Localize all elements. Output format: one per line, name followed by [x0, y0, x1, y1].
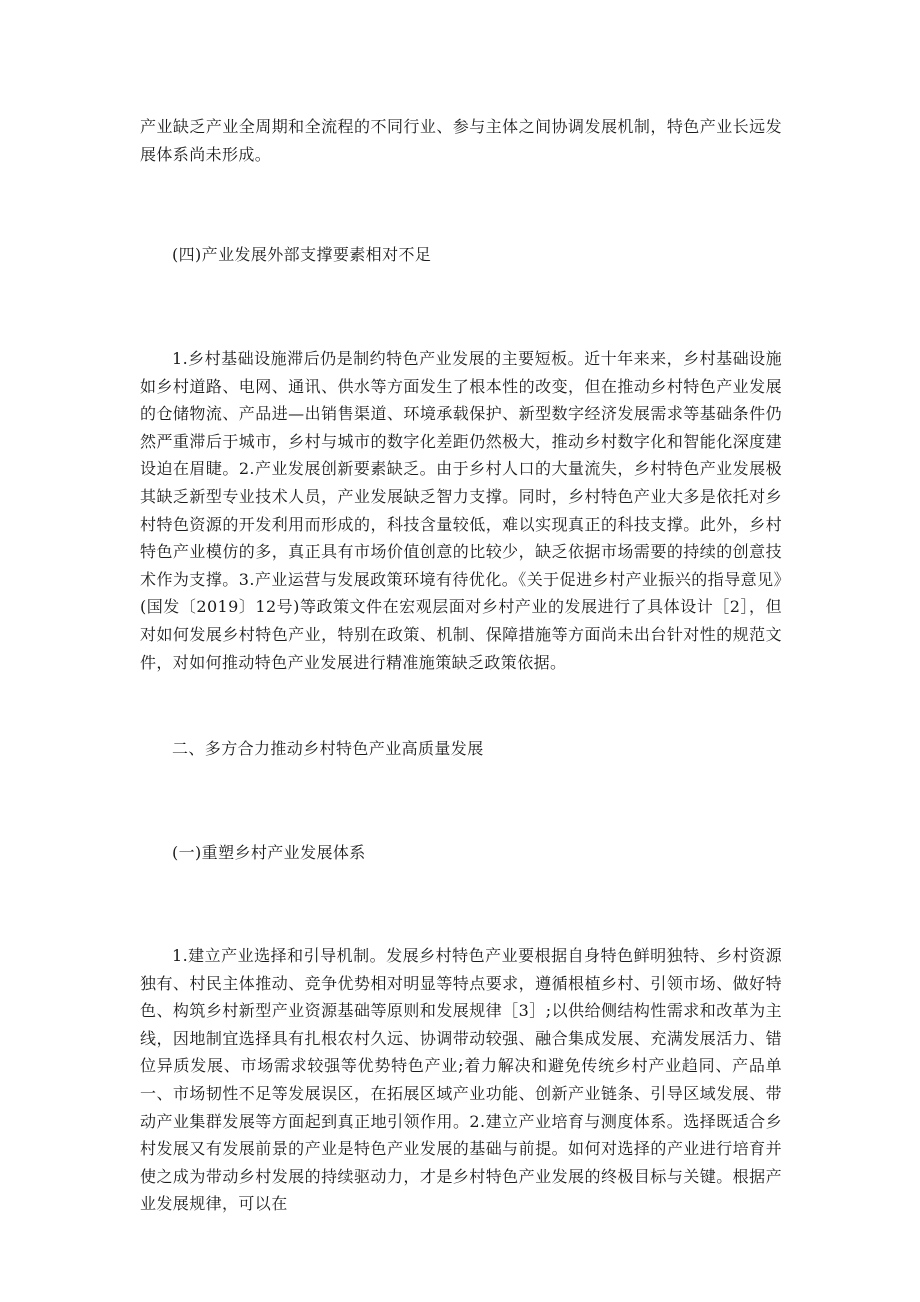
part-heading-high-quality-development: 二、多方合力推动乡村特色产业高质量发展 [172, 739, 484, 758]
paragraph-external-support: 1.乡村基础设施滞后仍是制约特色产业发展的主要短板。近十年来来，乡村基础设施如乡村道路、电网、通讯、供水等方面发生了根本性的改变，但在推动乡村特色产业发展的仓储物流、产品进—出销售渠道、环境承载保护、新型数字经济发展需求等基础条件仍然严重滞后于城市，乡村与城市的数字化差距仍然极大，推动乡村数字化和智能化深度建设迫在眉睫。2.产业发展创新要素缺乏。由于乡村人口的大量流失，乡村特色产业发展极其缺乏新型专业技术人员，产业发展缺乏智力支撑。同时，乡村特色产业大多是依托对乡村特色资源的开发利用而形成的，科技含量较低，难以实现真正的科技支撑。此外，乡村特色产业模仿的多，真正具有市场价值创意的比较少，缺乏依据市场需要的持续的创意技术作为支撑。3.产业运营与发展政策环境有待优化。《关于促进乡村产业振兴的指导意见》(国发〔2019〕12号)等政策文件在宏观层面对乡村产业的发展进行了具体设计［2］，但对如何发展乡村特色产业，特别在政策、机制、保障措施等方面尚未出台针对性的规范文件，对如何推动特色产业发展进行精准施策缺乏政策依据。 [140, 349, 782, 672]
subsection-heading-reshape-system: (一)重塑乡村产业发展体系 [172, 843, 366, 862]
paragraph-continuation: 产业缺乏产业全周期和全流程的不同行业、参与主体之间协调发展机制，特色产业长远发展体系尚未形成。 [140, 117, 782, 164]
section-heading-external-support: (四)产业发展外部支撑要素相对不足 [172, 245, 432, 264]
paragraph-reshape-system: 1.建立产业选择和引导机制。发展乡村特色产业要根据自身特色鲜明独特、乡村资源独有、村民主体推动、竞争优势相对明显等特点要求，遵循根植乡村、引领市场、做好特色、构筑乡村新型产业资源基础等原则和发展规律［3］;以供给侧结构性需求和改革为主线，因地制宜选择具有扎根农村久远、协调带动较强、融合集成发展、充满发展活力、错位异质发展、市场需求较强等优势特色产业;着力解决和避免传统乡村产业趋同、产品单一、市场韧性不足等发展误区，在拓展区域产业功能、创新产业链条、引导区域发展、带动产业集群发展等方面起到真正地引领作用。2.建立产业培育与测度体系。选择既适合乡村发展又有发展前景的产业是特色产业发展的基础与前提。如何对选择的产业进行培育并使之成为带动乡村发展的持续驱动力，才是乡村特色产业发展的终极目标与关键。根据产业发展规律，可以在 [140, 946, 782, 1214]
